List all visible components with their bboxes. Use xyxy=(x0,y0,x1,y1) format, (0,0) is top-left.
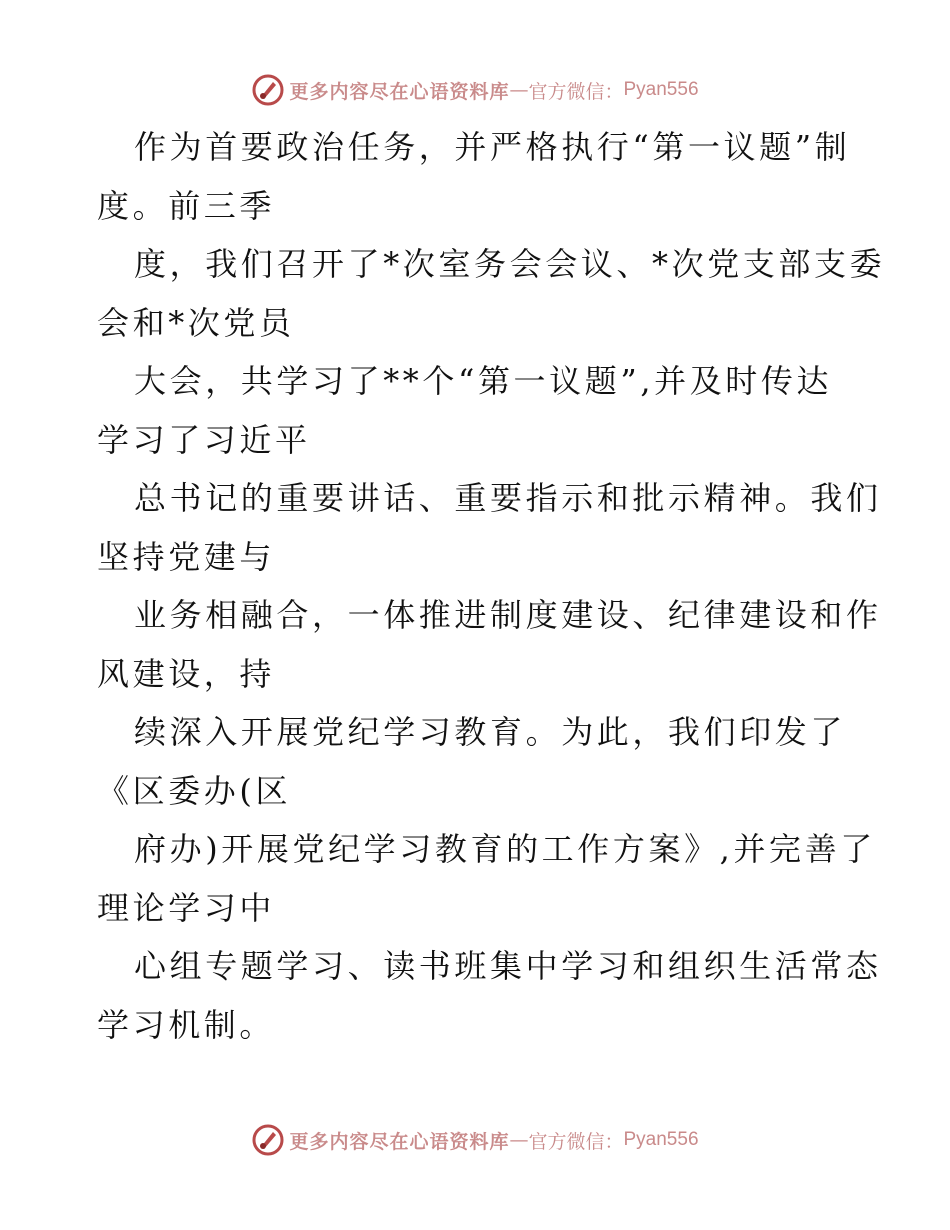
body-line: 府办)开展党纪学习教育的工作方案》,并完善了 xyxy=(134,830,876,868)
footer-watermark xyxy=(0,1120,950,1160)
body-line: 作为首要政治任务，并严格执行“第一议题”制 xyxy=(134,128,851,166)
watermark-wechat-id: Pyan556 xyxy=(623,79,699,100)
body-line: 学习了习近平 xyxy=(97,420,311,459)
body-line: 业务相融合，一体推进制度建设、纪律建设和作 xyxy=(134,596,882,634)
body-line: 度。前三季 xyxy=(97,186,276,225)
watermark-separator: — xyxy=(509,1129,529,1151)
header-watermark xyxy=(0,70,950,110)
watermark-wechat-label: 官方微信： xyxy=(528,80,624,103)
watermark-separator: — xyxy=(509,79,529,101)
red-brush-circle-icon xyxy=(251,73,285,107)
body-line: 学习机制。 xyxy=(97,1005,276,1044)
body-line: 心组专题学习、读书班集中学习和组织生活常态 xyxy=(134,947,882,985)
body-line: 总书记的重要讲话、重要指示和批示精神。我们 xyxy=(134,479,882,517)
body-line: 会和*次党员 xyxy=(97,303,295,342)
watermark-wechat-label: 官方微信： xyxy=(528,1130,624,1153)
body-line: 理论学习中 xyxy=(97,888,276,927)
body-line: 大会，共学习了**个“第一议题”,并及时传达 xyxy=(134,362,833,400)
body-line: 《区委办(区 xyxy=(97,771,292,810)
watermark-wechat-id: Pyan556 xyxy=(623,1129,699,1150)
body-line: 风建设，持 xyxy=(97,654,276,693)
body-line: 坚持党建与 xyxy=(97,537,276,576)
body-line: 度，我们召开了*次室务会会议、*次党支部支委 xyxy=(134,245,886,283)
watermark-text: 更多内容尽在心语资料库 xyxy=(289,80,510,103)
red-brush-circle-icon xyxy=(251,1123,285,1157)
watermark-text: 更多内容尽在心语资料库 xyxy=(289,1130,510,1153)
body-line: 续深入开展党纪学习教育。为此，我们印发了 xyxy=(134,713,847,751)
document-body xyxy=(97,118,886,1054)
